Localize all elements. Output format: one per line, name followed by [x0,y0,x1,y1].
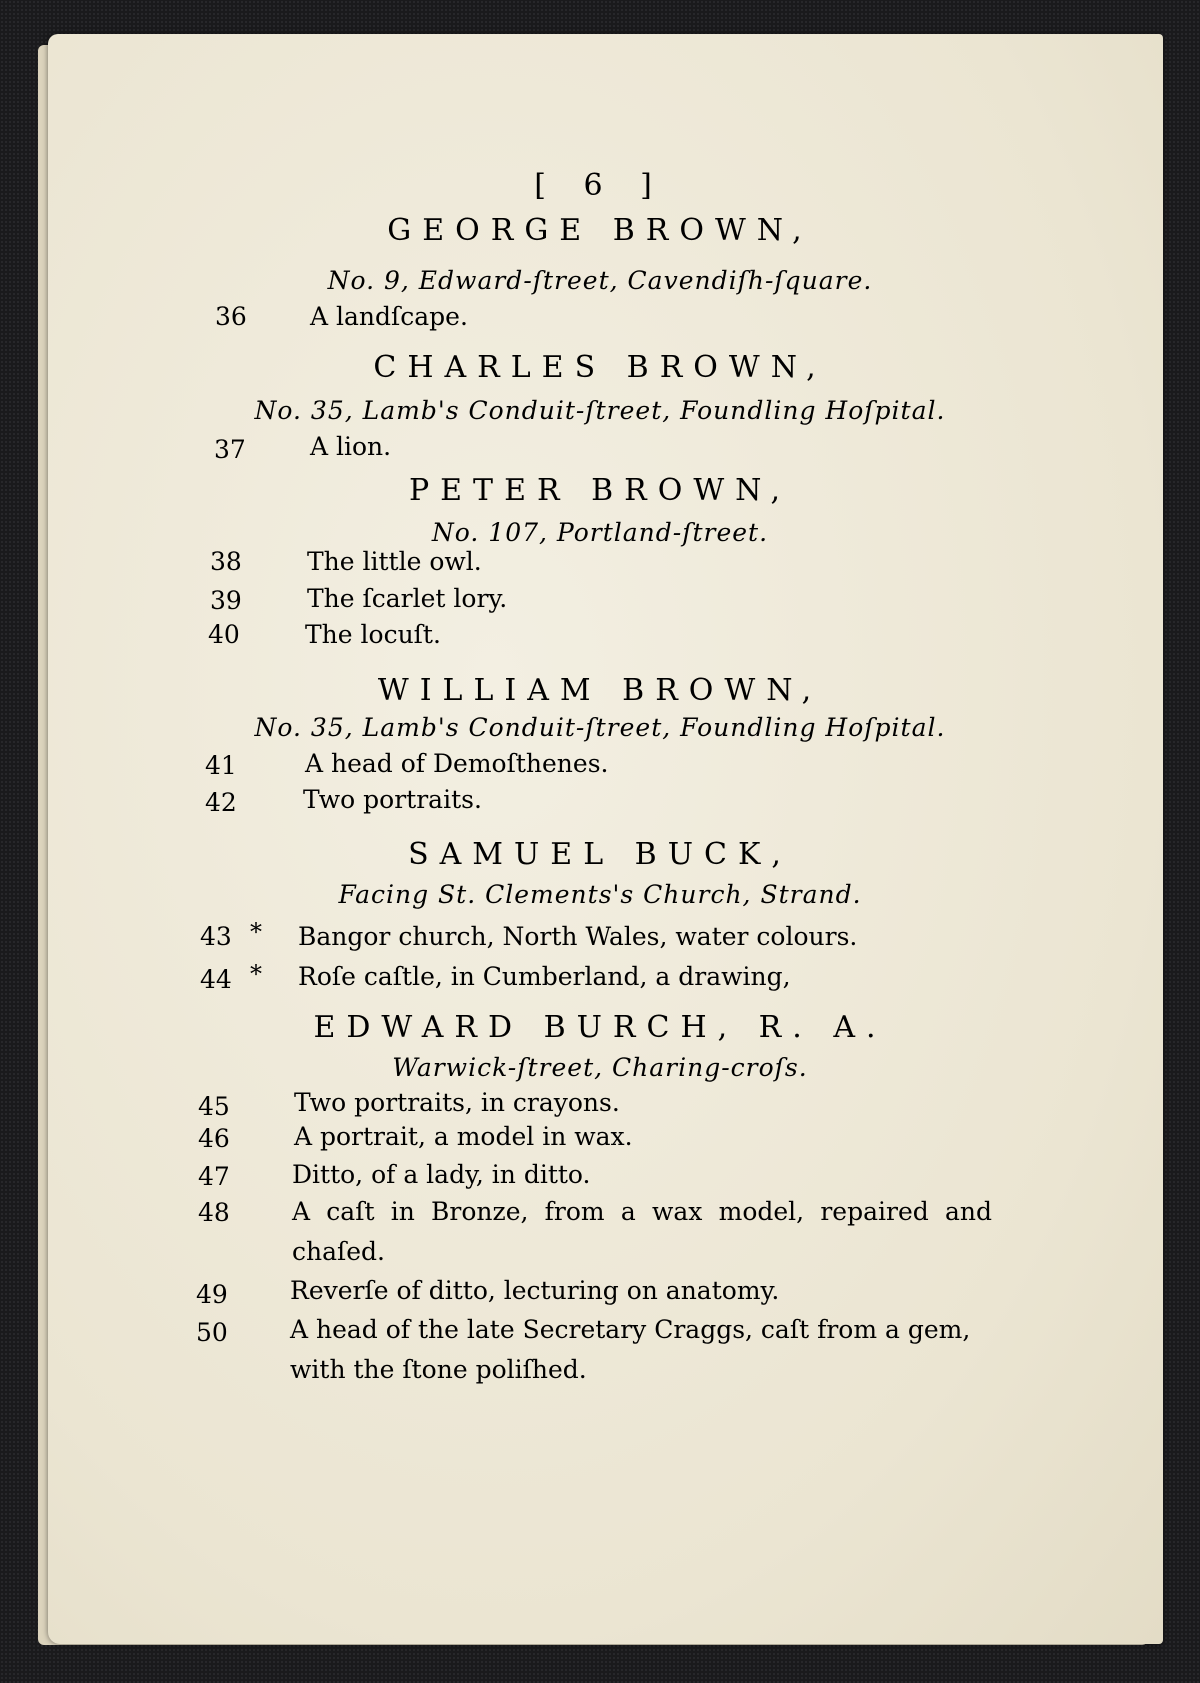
section-address: No. 9, Edward-ſtreet, Cavendiſh-ſquare. [327,266,873,295]
entry-text: The locuſt. [305,620,441,649]
section-heading: EDWARD BURCH, R. A. [313,1010,887,1045]
section-heading: GEORGE BROWN, [387,213,813,248]
entry-text: A head of the late Secretary Craggs, caſt from a gem, with the ſtone poliſhed. [290,1315,971,1384]
entry-number: 40 [208,620,240,649]
entry-number: 44 [200,965,232,994]
entry-text: A lion. [310,432,392,461]
section-heading: PETER BROWN, [408,473,792,508]
entry-mark: * [250,960,262,988]
section-heading: SAMUEL BUCK, [408,837,792,872]
entry-text: A landſcape. [310,302,468,331]
page-number: [ 6 ] [534,168,666,203]
entry-number: 48 [198,1198,230,1227]
entry-number: 49 [196,1280,228,1309]
section-address: No. 35, Lamb's Conduit-ſtreet, Foundling Hoſpital. [254,396,946,425]
entry-number: 47 [198,1162,230,1191]
entry-text: A head of Demoſthenes. [305,749,609,778]
entry-text: The little owl. [307,547,482,576]
section-address: No. 107, Portland-ſtreet. [431,518,769,547]
entry-text: Bangor church, North Wales, water colours. [298,922,858,951]
section-address: No. 35, Lamb's Conduit-ſtreet, Foundling Hoſpital. [254,713,946,742]
entry-text: A caſt in Bronze, from a wax model, repaired and chaſed. [292,1197,992,1266]
entry-text: Roſe caſtle, in Cumberland, a drawing, [298,962,791,991]
section-address: Facing St. Clements's Church, Strand. [338,880,862,909]
section-heading: WILLIAM BROWN, [377,673,823,708]
entry-number: 50 [196,1318,228,1347]
entry-number: 39 [210,586,242,615]
entry-number: 36 [215,302,247,331]
section-heading: CHARLES BROWN, [373,350,827,385]
entry-number: 43 [200,922,232,951]
entry-number: 37 [214,435,246,464]
entry-text: A portrait, a model in wax. [294,1122,633,1151]
entry-mark: * [250,918,262,946]
entry-number: 45 [198,1092,230,1121]
entry-number: 46 [198,1124,230,1153]
entry-text: Ditto, of a lady, in ditto. [292,1160,591,1189]
entry-text: The ſcarlet lory. [307,584,508,613]
entry-number: 38 [210,547,242,576]
entry-text: Reverſe of ditto, lecturing on anatomy. [290,1276,780,1305]
entry-number: 42 [205,788,237,817]
entry-text: Two portraits, in crayons. [294,1088,620,1117]
section-address: Warwick-ſtreet, Charing-croſs. [392,1053,808,1082]
entry-number: 41 [205,751,237,780]
entry-text: Two portraits. [303,785,482,814]
